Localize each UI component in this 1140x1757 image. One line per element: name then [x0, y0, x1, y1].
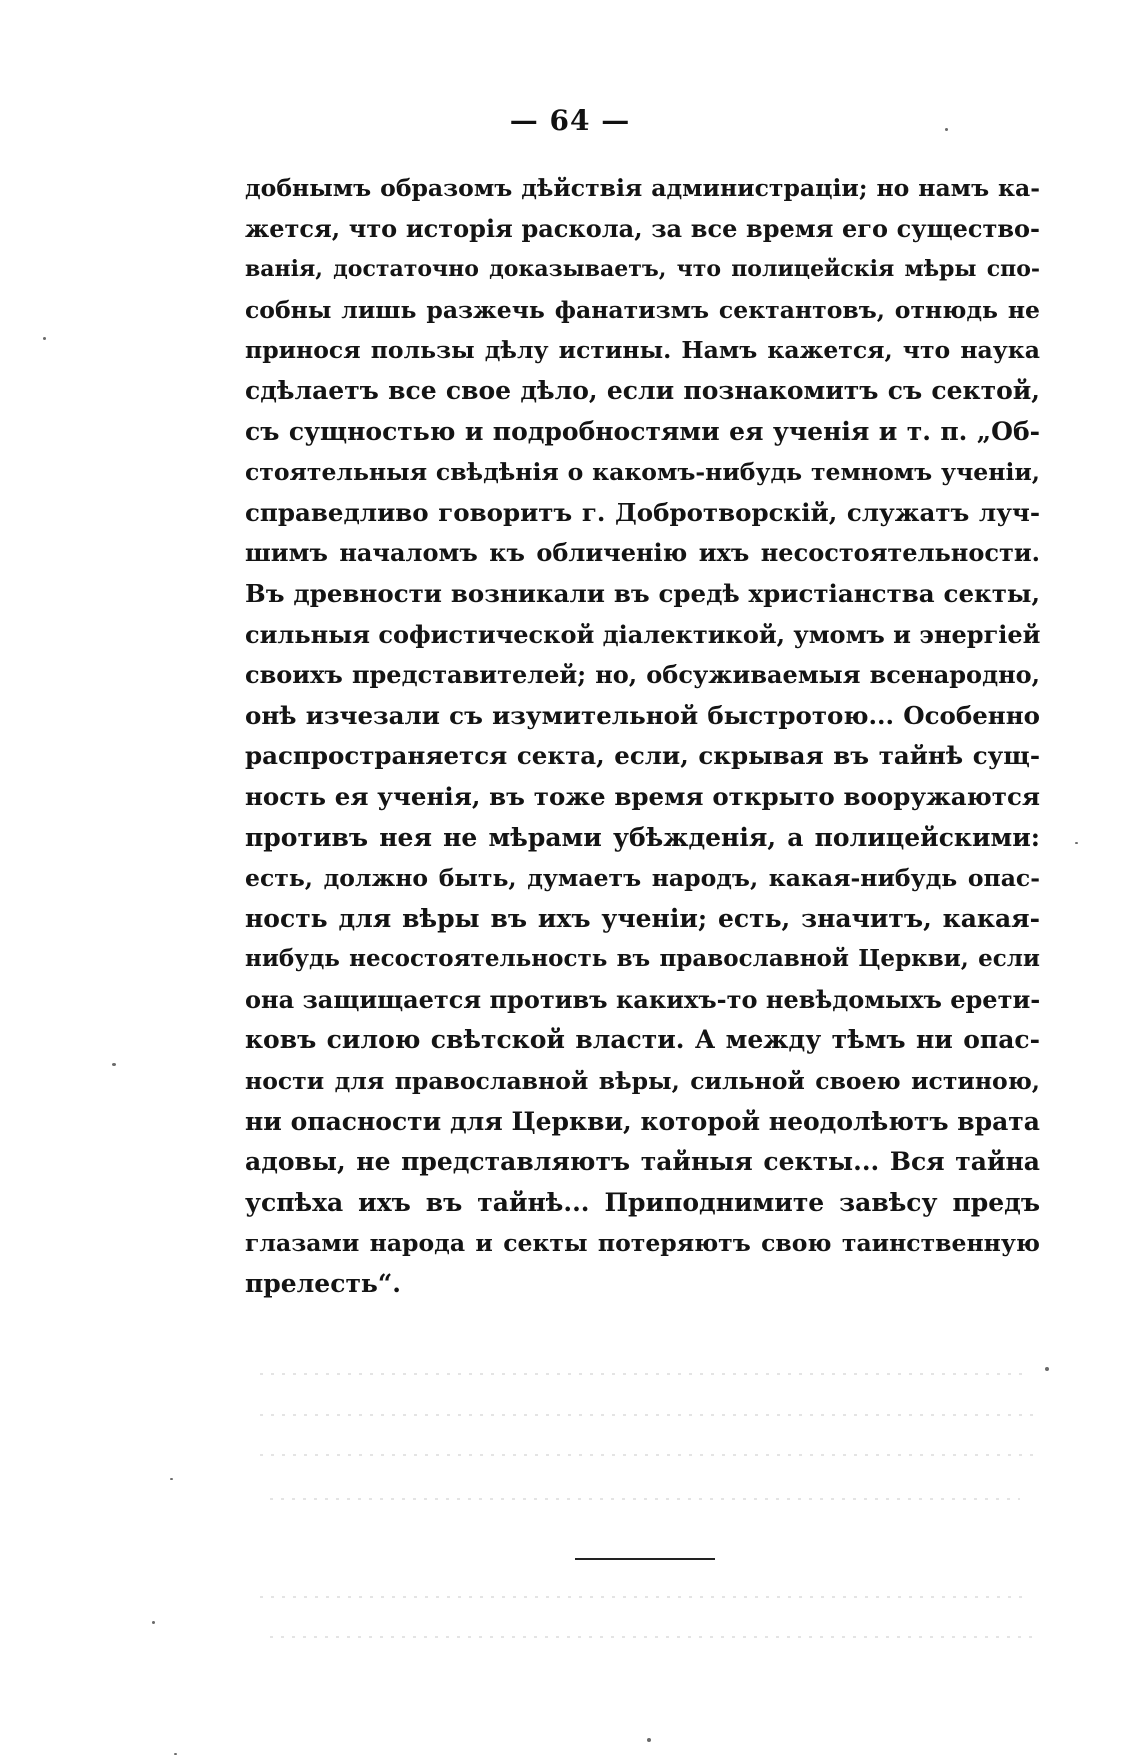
bleed-through-line	[270, 1498, 1020, 1500]
text-line-2: жется, что исторія раскола, за все время его существо-	[245, 213, 1040, 243]
text-line-20: нибудь несостоятельность въ православной Церкви, если	[245, 945, 1040, 973]
body-text	[245, 168, 1040, 1305]
text-line-17: противъ нея не мѣрами убѣжденія, а полицейскими:	[245, 822, 1040, 852]
text-line-16: ность ея ученія, въ тоже время открыто вооружаются	[245, 781, 1040, 811]
text-line-9: справедливо говоритъ г. Добротворскій, служатъ луч-	[245, 497, 1040, 527]
scan-speck	[1045, 1367, 1049, 1371]
text-line-18: есть, должно быть, думаетъ народъ, какая-нибудь опас-	[245, 864, 1040, 893]
scan-speck	[43, 337, 46, 340]
text-line-13: своихъ представителей; но, обсуживаемыя всенародно,	[245, 660, 1040, 690]
text-line-14: онѣ изчезали съ изумительной быстротою... Особенно	[245, 700, 1040, 730]
page-number: — 64 —	[509, 104, 631, 137]
bleed-through-line	[260, 1596, 1030, 1598]
text-line-23: ности для православной вѣры, сильной своею истиною,	[245, 1067, 1040, 1096]
scan-speck	[174, 1753, 177, 1755]
scan-speck	[170, 1478, 173, 1480]
footnote-rule	[575, 1558, 715, 1560]
scan-speck	[152, 1621, 155, 1624]
text-line-3: ванія, достаточно доказываетъ, что полицейскія мѣры спо-	[245, 256, 1040, 283]
text-line-28: прелесть“.	[245, 1269, 401, 1299]
text-line-25: адовы, не представляютъ тайныя секты... Вся тайна	[245, 1147, 1040, 1177]
text-line-4: собны лишь разжечь фанатизмъ сектантовъ, отнюдь не	[245, 295, 1040, 324]
text-line-15: распространяется секта, если, скрывая въ тайнѣ сущ-	[245, 741, 1040, 771]
text-line-1: добнымъ образомъ дѣйствія администраціи; но намъ ка-	[245, 174, 1040, 202]
bleed-through-line	[260, 1414, 1040, 1416]
text-line-26: успѣха ихъ въ тайнѣ... Приподнимите завѣсу предъ	[245, 1187, 1040, 1217]
text-line-8: стоятельныя свѣдѣнія о какомъ-нибудь темномъ ученіи,	[245, 458, 1040, 487]
text-line-12: сильныя софистической діалектикой, умомъ и энергіей	[245, 619, 1041, 649]
scan-speck	[647, 1738, 651, 1742]
bleed-through-line	[260, 1454, 1035, 1456]
text-line-10: шимъ началомъ къ обличенію ихъ несостоятельности.	[245, 538, 1040, 568]
text-line-7: съ сущностью и подробностями ея ученія и т. п. „Об-	[245, 416, 1040, 446]
text-line-6: сдѣлаетъ все свое дѣло, если познакомитъ съ сектой,	[245, 375, 1040, 405]
bleed-through-line	[270, 1636, 1040, 1638]
text-line-27: глазами народа и секты потеряютъ свою таинственную	[245, 1229, 1040, 1258]
bleed-through-line	[260, 1373, 1030, 1375]
text-line-5: принося пользы дѣлу истины. Намъ кажется, что наука	[245, 336, 1040, 365]
scan-speck	[945, 128, 948, 131]
scan-speck	[112, 1063, 116, 1066]
text-line-19: ность для вѣры въ ихъ ученіи; есть, значитъ, какая-	[245, 903, 1040, 933]
text-line-21: она защищается противъ какихъ-то невѣдомыхъ ерети-	[245, 984, 1041, 1014]
text-line-24: ни опасности для Церкви, которой неодолѣютъ врата	[245, 1106, 1040, 1136]
text-line-11: Въ древности возникали въ средѣ христіанства секты,	[245, 578, 1040, 608]
scan-speck	[1075, 842, 1078, 844]
text-line-22: ковъ силою свѣтской власти. А между тѣмъ ни опас-	[245, 1025, 1040, 1055]
